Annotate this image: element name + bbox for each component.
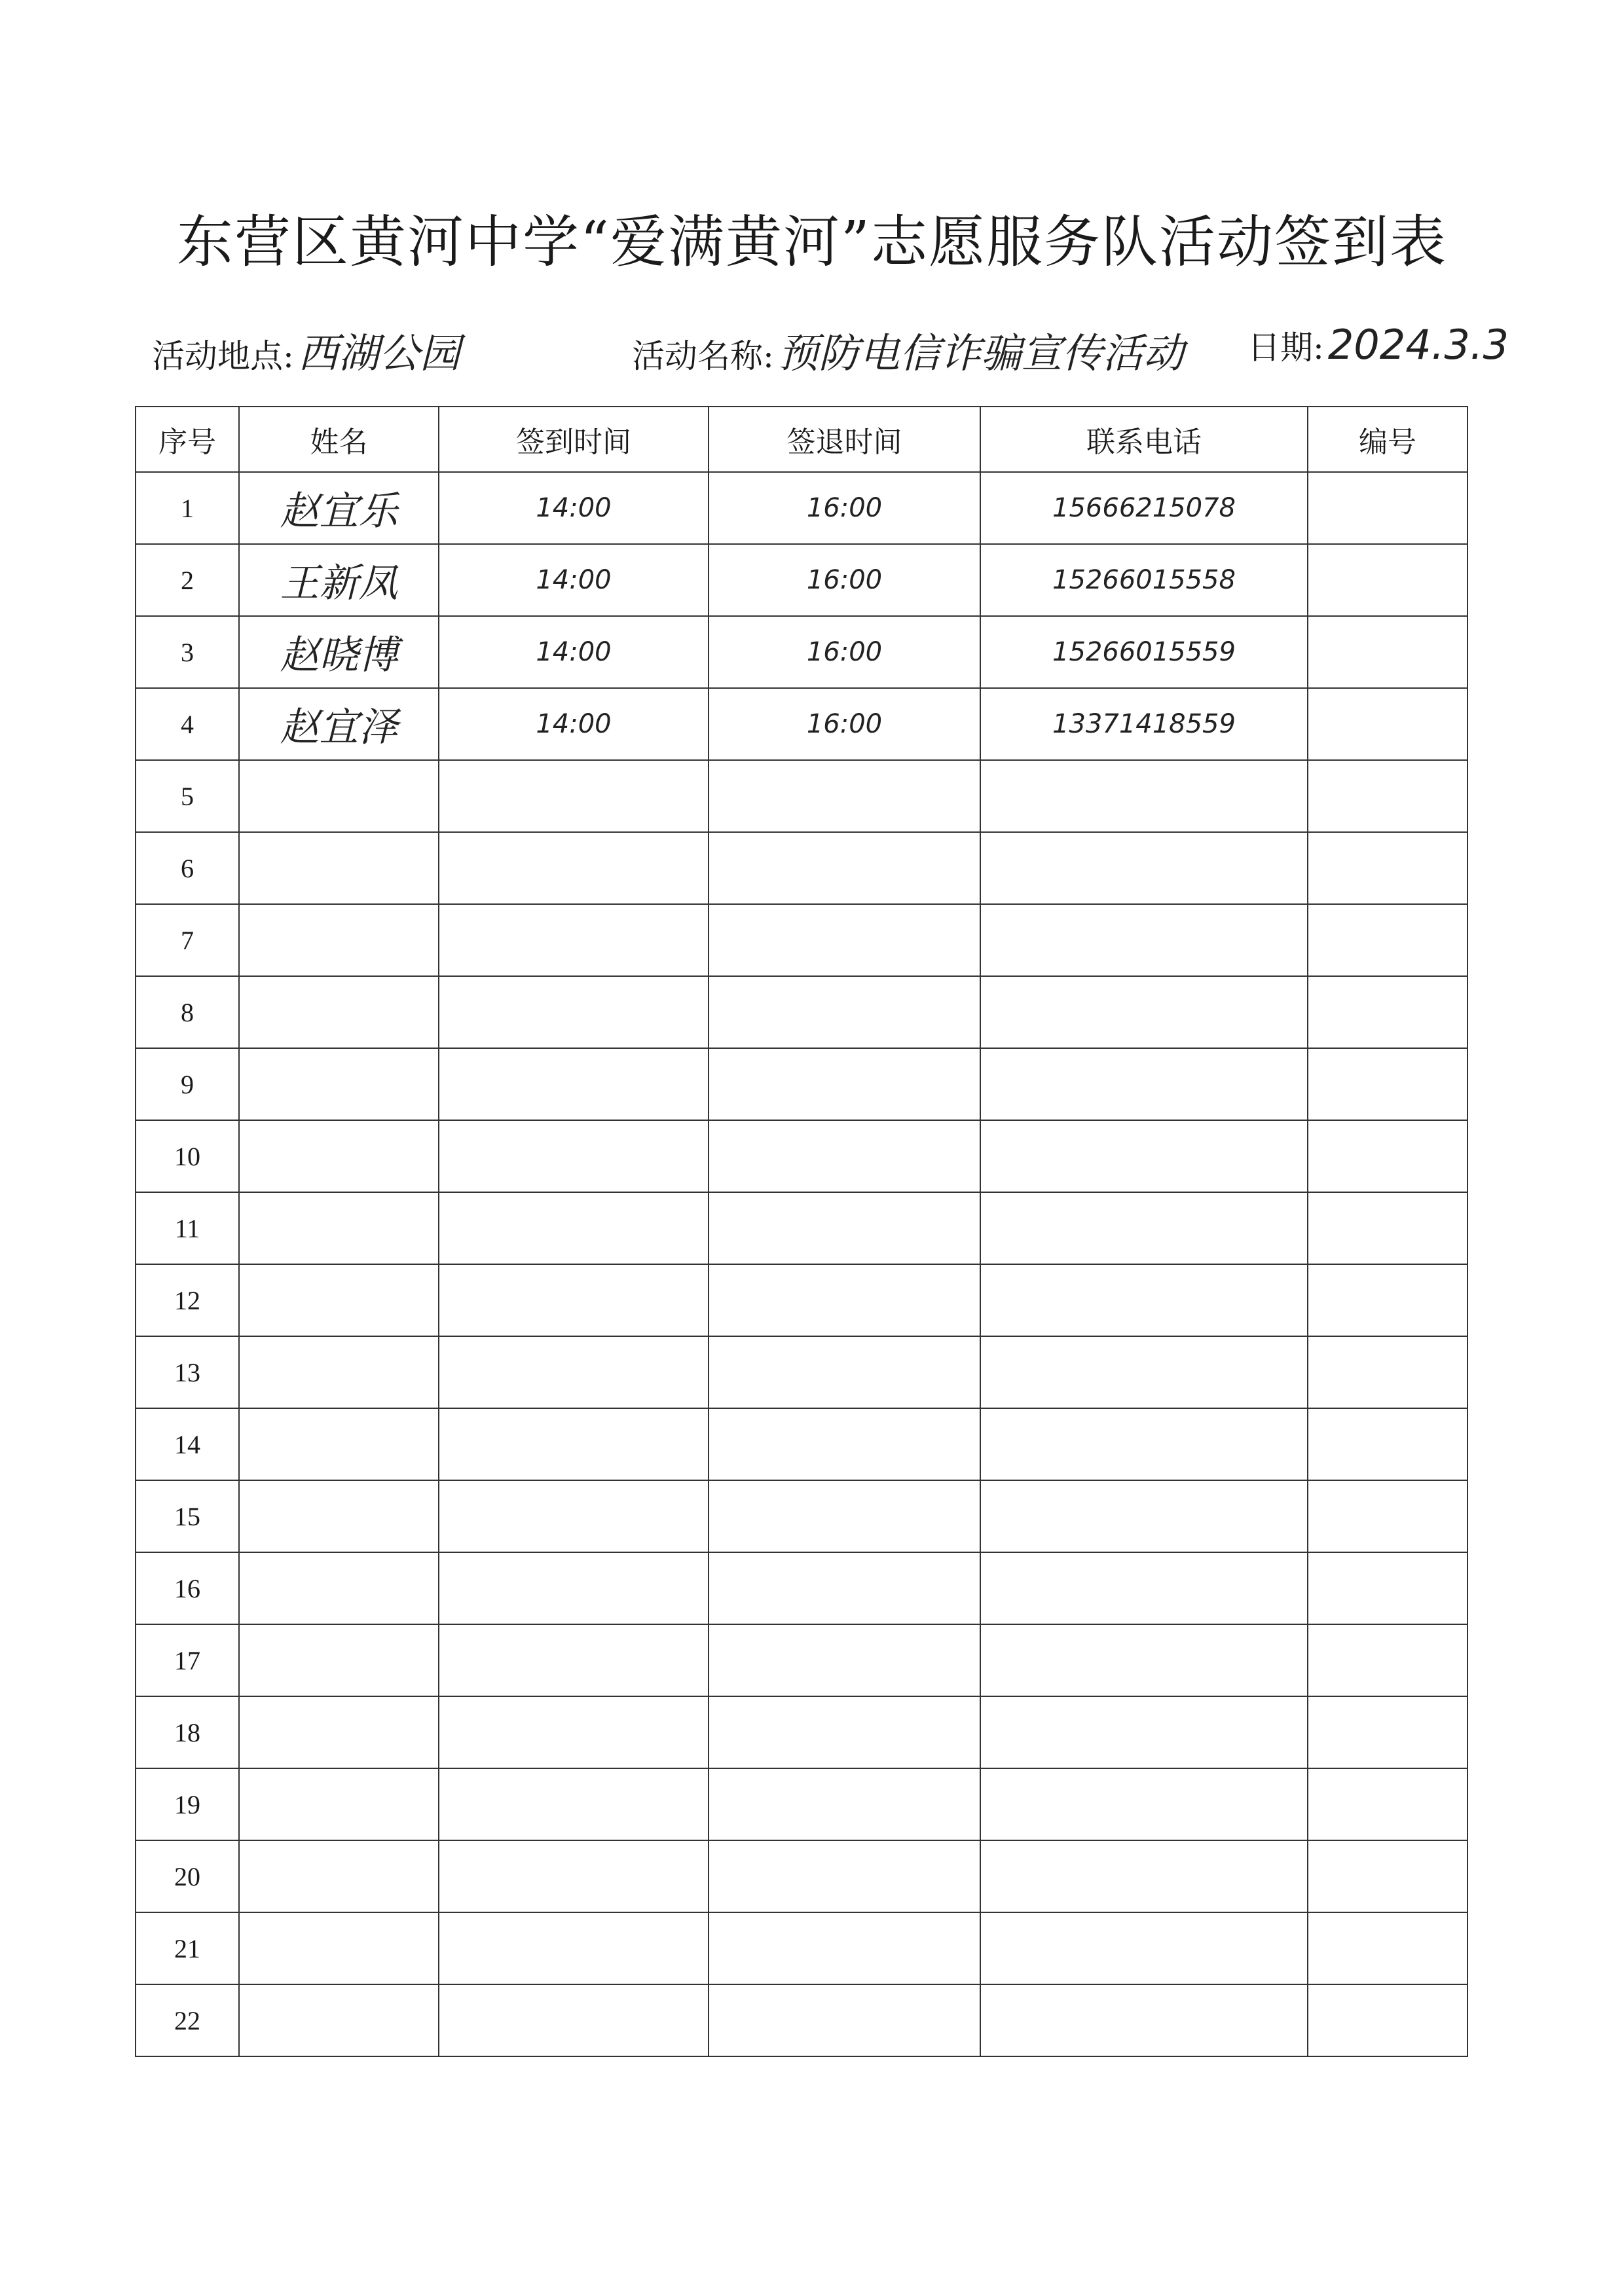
table-row	[136, 544, 1467, 616]
row-code	[1308, 760, 1467, 832]
table-row	[136, 1120, 1467, 1192]
table-row	[136, 1696, 1467, 1768]
row-sign-out-time	[709, 1264, 980, 1336]
row-seq: 9	[136, 1048, 239, 1120]
row-name: 赵晓博	[239, 616, 439, 688]
row-phone	[980, 832, 1308, 904]
row-phone	[980, 1696, 1308, 1768]
row-seq: 14	[136, 1408, 239, 1480]
row-name: 赵宜乐	[239, 472, 439, 544]
row-sign-in-time	[439, 1624, 709, 1696]
row-sign-in-time	[439, 1840, 709, 1912]
row-seq: 1	[136, 472, 239, 544]
row-sign-in-time	[439, 1696, 709, 1768]
row-seq: 6	[136, 832, 239, 904]
row-code	[1308, 1120, 1467, 1192]
row-name	[239, 1264, 439, 1336]
row-seq: 16	[136, 1552, 239, 1624]
header-code: 编号	[1308, 407, 1467, 472]
row-sign-in-time	[439, 1120, 709, 1192]
row-sign-in-time	[439, 1336, 709, 1408]
row-seq: 18	[136, 1696, 239, 1768]
header-sign-in-time: 签到时间	[439, 407, 709, 472]
row-seq: 5	[136, 760, 239, 832]
row-code	[1308, 1912, 1467, 1984]
row-phone	[980, 1912, 1308, 1984]
row-sign-in-time	[439, 976, 709, 1048]
row-name	[239, 760, 439, 832]
row-sign-out-time: 16:00	[709, 472, 980, 544]
row-code	[1308, 688, 1467, 760]
row-code	[1308, 1048, 1467, 1120]
table-row	[136, 1336, 1467, 1408]
sign-in-table	[135, 406, 1468, 2057]
table-row	[136, 472, 1467, 544]
row-sign-out-time	[709, 1192, 980, 1264]
row-name	[239, 1480, 439, 1552]
row-sign-out-time	[709, 760, 980, 832]
row-sign-in-time	[439, 1552, 709, 1624]
row-phone	[980, 1552, 1308, 1624]
row-sign-in-time	[439, 760, 709, 832]
row-code	[1308, 1408, 1467, 1480]
row-name	[239, 1120, 439, 1192]
row-sign-out-time	[709, 1408, 980, 1480]
row-seq: 19	[136, 1768, 239, 1840]
row-sign-in-time	[439, 832, 709, 904]
row-code	[1308, 472, 1467, 544]
row-code	[1308, 544, 1467, 616]
row-phone	[980, 1768, 1308, 1840]
row-name	[239, 1408, 439, 1480]
row-name	[239, 1912, 439, 1984]
row-code	[1308, 976, 1467, 1048]
row-phone	[980, 1264, 1308, 1336]
row-code	[1308, 1552, 1467, 1624]
row-sign-out-time: 16:00	[709, 544, 980, 616]
row-sign-in-time	[439, 1408, 709, 1480]
row-seq: 13	[136, 1336, 239, 1408]
activity-name-value: 预防电信诈骗宣传活动	[777, 329, 1184, 377]
row-phone	[980, 1408, 1308, 1480]
row-sign-out-time	[709, 976, 980, 1048]
activity-name	[632, 321, 1184, 379]
row-seq: 22	[136, 1984, 239, 2056]
header-phone: 联系电话	[980, 407, 1308, 472]
row-phone	[980, 1120, 1308, 1192]
row-name	[239, 1696, 439, 1768]
row-phone	[980, 976, 1308, 1048]
row-sign-in-time	[439, 1984, 709, 2056]
row-seq: 10	[136, 1120, 239, 1192]
table-row	[136, 1984, 1467, 2056]
row-phone	[980, 904, 1308, 976]
row-phone	[980, 1192, 1308, 1264]
table-row	[136, 688, 1467, 760]
row-seq: 7	[136, 904, 239, 976]
row-sign-in-time: 14:00	[439, 688, 709, 760]
row-sign-out-time	[709, 1984, 980, 2056]
activity-location-value: 西湖公园	[297, 329, 460, 377]
row-sign-in-time	[439, 1480, 709, 1552]
header-name: 姓名	[239, 407, 439, 472]
activity-date	[1247, 321, 1509, 369]
row-sign-out-time	[709, 904, 980, 976]
table-row	[136, 1480, 1467, 1552]
table-row	[136, 1912, 1467, 1984]
activity-name-label: 活动名称:	[632, 337, 774, 375]
table-row	[136, 616, 1467, 688]
row-code	[1308, 1840, 1467, 1912]
row-phone: 15266015558	[980, 544, 1308, 616]
row-sign-out-time: 16:00	[709, 688, 980, 760]
row-sign-in-time	[439, 1768, 709, 1840]
table-row	[136, 832, 1467, 904]
row-sign-in-time	[439, 1048, 709, 1120]
row-phone	[980, 1624, 1308, 1696]
header-seq: 序号	[136, 407, 239, 472]
row-seq: 15	[136, 1480, 239, 1552]
row-code	[1308, 1264, 1467, 1336]
table-row	[136, 1552, 1467, 1624]
row-code	[1308, 832, 1467, 904]
row-name	[239, 1984, 439, 2056]
activity-date-value: 2024.3.3	[1327, 321, 1509, 369]
row-sign-out-time	[709, 1768, 980, 1840]
row-phone: 15266015559	[980, 616, 1308, 688]
table-row	[136, 1624, 1467, 1696]
row-sign-in-time: 14:00	[439, 472, 709, 544]
row-sign-in-time: 14:00	[439, 616, 709, 688]
row-sign-in-time: 14:00	[439, 544, 709, 616]
row-code	[1308, 1696, 1467, 1768]
activity-location	[152, 321, 460, 379]
row-sign-in-time	[439, 1912, 709, 1984]
table-row	[136, 1840, 1467, 1912]
row-sign-out-time	[709, 1336, 980, 1408]
row-seq: 11	[136, 1192, 239, 1264]
table-row	[136, 1768, 1467, 1840]
activity-location-label: 活动地点:	[152, 337, 294, 375]
header-sign-out-time: 签退时间	[709, 407, 980, 472]
row-seq: 2	[136, 544, 239, 616]
row-sign-out-time	[709, 1480, 980, 1552]
row-code	[1308, 1192, 1467, 1264]
row-phone: 13371418559	[980, 688, 1308, 760]
row-code	[1308, 1768, 1467, 1840]
document-title: 东营区黄河中学“爱满黄河”志愿服务队活动签到表	[177, 210, 1447, 275]
row-name	[239, 832, 439, 904]
row-phone	[980, 1840, 1308, 1912]
table-row	[136, 1048, 1467, 1120]
row-code	[1308, 616, 1467, 688]
row-seq: 8	[136, 976, 239, 1048]
row-phone: 15666215078	[980, 472, 1308, 544]
row-name: 赵宜泽	[239, 688, 439, 760]
row-sign-in-time	[439, 904, 709, 976]
row-sign-out-time: 16:00	[709, 616, 980, 688]
row-name	[239, 976, 439, 1048]
row-sign-out-time	[709, 1912, 980, 1984]
row-phone	[980, 1048, 1308, 1120]
row-seq: 21	[136, 1912, 239, 1984]
row-name	[239, 1192, 439, 1264]
row-name	[239, 1552, 439, 1624]
row-sign-out-time	[709, 832, 980, 904]
row-code	[1308, 1624, 1467, 1696]
row-phone	[980, 1480, 1308, 1552]
row-sign-in-time	[439, 1192, 709, 1264]
row-name	[239, 904, 439, 976]
row-code	[1308, 1480, 1467, 1552]
row-sign-out-time	[709, 1048, 980, 1120]
table-row	[136, 760, 1467, 832]
row-sign-in-time	[439, 1264, 709, 1336]
row-sign-out-time	[709, 1624, 980, 1696]
row-seq: 4	[136, 688, 239, 760]
row-sign-out-time	[709, 1552, 980, 1624]
row-name	[239, 1048, 439, 1120]
row-phone	[980, 1336, 1308, 1408]
row-code	[1308, 1336, 1467, 1408]
row-sign-out-time	[709, 1120, 980, 1192]
table-header-row	[136, 407, 1467, 472]
row-seq: 12	[136, 1264, 239, 1336]
table-row	[136, 976, 1467, 1048]
row-phone	[980, 760, 1308, 832]
row-code	[1308, 904, 1467, 976]
row-seq: 3	[136, 616, 239, 688]
activity-date-label: 日期:	[1247, 329, 1324, 367]
row-code	[1308, 1984, 1467, 2056]
row-name: 王新凤	[239, 544, 439, 616]
row-seq: 20	[136, 1840, 239, 1912]
table-row	[136, 1264, 1467, 1336]
row-name	[239, 1624, 439, 1696]
table-row	[136, 1192, 1467, 1264]
row-seq: 17	[136, 1624, 239, 1696]
row-name	[239, 1336, 439, 1408]
table-row	[136, 1408, 1467, 1480]
row-sign-out-time	[709, 1840, 980, 1912]
table-row	[136, 904, 1467, 976]
row-sign-out-time	[709, 1696, 980, 1768]
row-phone	[980, 1984, 1308, 2056]
row-name	[239, 1768, 439, 1840]
row-name	[239, 1840, 439, 1912]
